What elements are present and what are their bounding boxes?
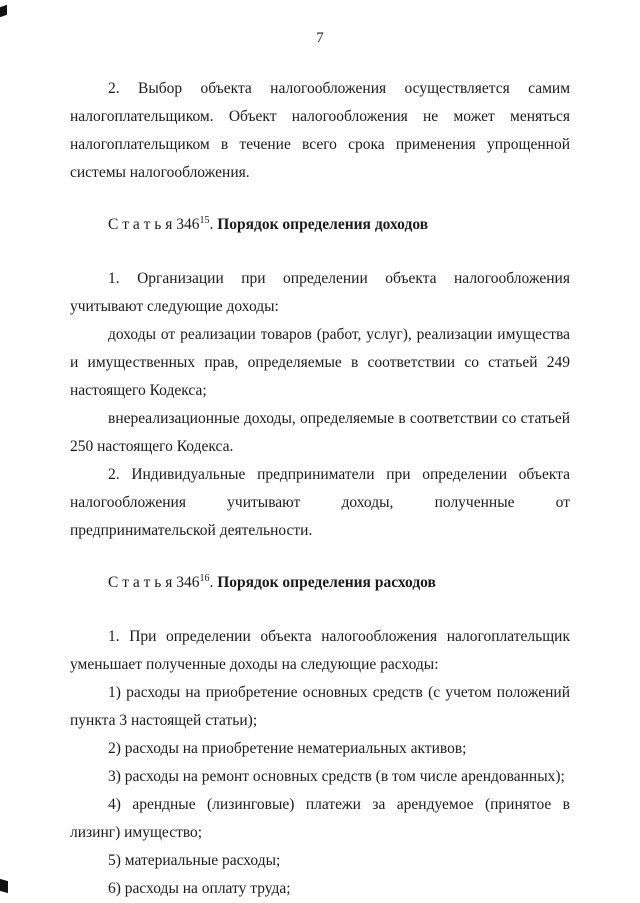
paragraph-expense-item-1: 1) расходы на приобретение основных средств (с учетом положений пункта 3 настоящей статьи);: [70, 684, 570, 729]
article-heading-346-15: [70, 211, 570, 239]
article-heading-346-16: [70, 569, 570, 597]
article-title: Порядок определения расходов: [217, 574, 436, 591]
article-superscript: 16: [199, 572, 210, 584]
paragraph-income-nonrealization: внереализационные доходы, определяемые в соответствии со статьей 250 настоящего Кодекса.: [70, 410, 570, 455]
paragraph-expense-item-3: 3) расходы на ремонт основных средств (в том числе арендованных);: [108, 768, 565, 785]
paragraph-income-individual: 2. Индивидуальные предприниматели при определении объекта налогообложения учитывают доходы, полученные от предпринимательской деятельности.: [70, 466, 570, 539]
article-label: С т а т ь я 346: [108, 216, 200, 233]
paragraph-tax-object-choice: 2. Выбор объекта налогообложения осуществляется самим налогоплательщиком. Объект налогообложения не может меняться налогоплательщиком в течение всего срока применения упрощенной системы налогообложения.: [70, 80, 570, 181]
paragraph-expense-intro: 1. При определении объекта налогообложения налогоплательщик уменьшает полученные доходы на следующие расходы:: [70, 628, 570, 673]
paragraph-expense-item-2: 2) расходы на приобретение нематериальных активов;: [108, 740, 467, 757]
article-label: С т а т ь я 346: [108, 574, 200, 591]
paragraph-expense-item-6: 6) расходы на оплату труда;: [108, 880, 291, 897]
paragraph-expense-item-4: 4) арендные (лизинговые) платежи за арендуемое (принятое в лизинг) имущество;: [70, 796, 570, 841]
article-dot: .: [209, 216, 218, 233]
article-superscript: 15: [199, 214, 210, 226]
article-dot: .: [209, 574, 218, 591]
paragraph-expense-item-5: 5) материальные расходы;: [108, 852, 281, 869]
article-title: Порядок определения доходов: [217, 216, 429, 233]
paragraph-income-realization: доходы от реализации товаров (работ, услуг), реализации имущества и имущественных прав, определяемые в соответствии со статьей 249 настоящего Кодекса;: [70, 326, 570, 399]
scan-artifact-bottom-left: [0, 879, 8, 893]
page-number: 7: [316, 30, 324, 46]
paragraph-income-org: 1. Организации при определении объекта налогообложения учитывают следующие доходы:: [70, 270, 570, 315]
